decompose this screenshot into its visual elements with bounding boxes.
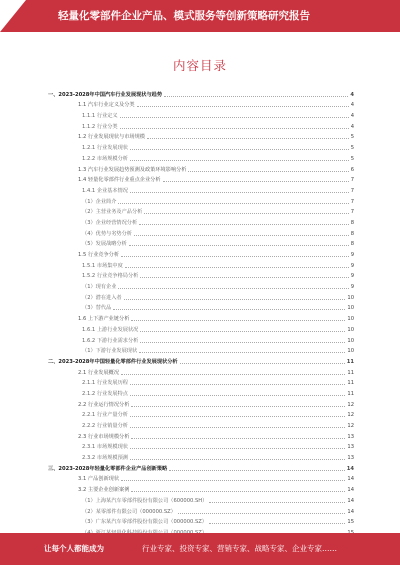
toc-entry-text: 一、2023-2028年中国汽车行业发展现状与趋势	[48, 91, 163, 98]
toc-leader-dots	[140, 331, 345, 332]
toc-leader-dots	[121, 256, 349, 257]
toc-entry-text: 2.1.1 行业发展历程	[82, 380, 128, 387]
toc-entry-text: 1.5.1 市场集中度	[82, 262, 123, 269]
toc-entry[interactable]	[48, 516, 354, 527]
toc-entry[interactable]	[48, 227, 354, 238]
toc-entry[interactable]	[48, 238, 354, 249]
toc-entry[interactable]	[48, 398, 354, 409]
toc-page-number: 14	[347, 487, 354, 494]
toc-page-number: 12	[347, 412, 354, 419]
toc-entry[interactable]	[48, 430, 354, 441]
toc-leader-dots	[130, 427, 345, 428]
toc-leader-dots	[131, 320, 345, 321]
toc-leader-dots	[120, 128, 349, 129]
page-header	[0, 0, 400, 32]
toc-entry-text: 2.2.1 行业产量分析	[82, 412, 128, 419]
toc-entry[interactable]	[48, 323, 354, 334]
toc-entry-text: 2.3.2 市场规模预测	[82, 455, 128, 462]
toc-entry-text: （1）下游行业发展现状	[82, 348, 138, 355]
toc-entry-text: 2.3.1 市场规模现状	[82, 444, 128, 451]
toc-leader-dots	[130, 448, 345, 449]
toc-entry[interactable]	[48, 334, 354, 345]
toc-page-number: 14	[347, 476, 354, 483]
toc-entry[interactable]	[48, 216, 354, 227]
toc-page-number: 5	[350, 155, 354, 162]
toc-leader-dots	[139, 224, 349, 225]
toc-leader-dots	[178, 513, 346, 514]
toc-leader-dots	[180, 363, 345, 364]
toc-entry[interactable]	[48, 259, 354, 270]
toc-entry-text: 二、2023-2028年中国轻量化零部件行业发展现状分析	[48, 358, 178, 365]
toc-page-number: 6	[350, 166, 354, 173]
toc-entry-text: （3）替代品	[82, 305, 112, 312]
toc-page-number: 8	[350, 241, 354, 248]
toc-entry[interactable]	[48, 377, 354, 388]
toc-page-number: 10	[347, 337, 354, 344]
toc-page-number: 5	[350, 134, 354, 141]
toc-page-number: 10	[347, 348, 354, 355]
toc-leader-dots	[118, 288, 348, 289]
toc-entry[interactable]	[48, 312, 354, 323]
toc-leader-dots	[209, 502, 345, 503]
toc-leader-dots	[140, 277, 348, 278]
toc-page-number: 5	[350, 145, 354, 152]
toc-leader-dots	[169, 470, 345, 471]
toc-entry-text: 1.5 行业竞争分析	[78, 252, 120, 258]
toc-leader-dots	[164, 96, 348, 97]
toc-leader-dots	[188, 171, 348, 172]
toc-leader-dots	[121, 374, 345, 375]
toc-leader-dots	[131, 491, 345, 492]
toc-entry[interactable]	[48, 291, 354, 302]
toc-page-number: 4	[350, 123, 354, 130]
toc-leader-dots	[124, 299, 346, 300]
toc-page-number: 13	[347, 433, 354, 440]
footer-roles: 行业专家、投资专家、营销专家、战略专家、企业专家……	[142, 544, 337, 553]
toc-entry[interactable]	[48, 505, 354, 516]
toc-leader-dots	[125, 267, 349, 268]
toc-entry-text: 1.6.2 下游行业需求分析	[82, 337, 139, 344]
toc-page-number: 4	[350, 113, 354, 120]
toc-entry-text: （1）现有企业	[82, 284, 117, 291]
toc-entry-text: （5）发展战略分析	[82, 241, 127, 248]
toc-page-number: 12	[347, 401, 354, 408]
toc-page-number: 10	[347, 316, 354, 323]
toc-page-number: 11	[347, 380, 354, 387]
toc-entry[interactable]	[48, 483, 354, 494]
toc-page-number: 9	[350, 262, 354, 269]
toc-page-number: 12	[347, 423, 354, 429]
toc-entry-text: 2.3 行业市场规模分析	[78, 433, 130, 440]
toc-leader-dots	[129, 245, 349, 246]
toc-entry-text: 1.3 汽车行业发展趋势预测及政策环境影响分析	[78, 166, 187, 173]
toc-leader-dots	[139, 352, 345, 353]
toc-entry[interactable]	[48, 248, 354, 259]
toc-entry[interactable]	[48, 473, 354, 484]
toc-leader-dots	[113, 309, 345, 310]
toc-entry-text: 1.5.2 行业竞争格局分析	[82, 273, 139, 280]
toc-page-number: 11	[347, 369, 354, 376]
toc-entry-text: 2.2.2 行业销量分析	[82, 423, 128, 429]
toc-entry-text: 1.1.2 行业分类	[82, 123, 118, 130]
toc-entry[interactable]	[48, 270, 354, 281]
toc-entry-text: 1.6 上下游产业链分析	[78, 316, 130, 323]
toc-page-number: 10	[347, 305, 354, 312]
toc-heading: 内容目录	[172, 58, 227, 73]
toc-entry-text: 3.2 主要企业创新案例	[78, 487, 130, 494]
toc-entry-text: 2.1.2 行业发展特点	[82, 390, 128, 397]
toc-entry[interactable]	[48, 387, 354, 398]
toc-page-number: 8	[350, 230, 354, 237]
toc-entry-text: （1）上海某汽车零部件股份有限公司（600000.SH）	[82, 497, 208, 504]
toc-leader-dots	[130, 416, 345, 417]
toc-entry[interactable]	[48, 355, 354, 366]
toc-entry[interactable]	[48, 152, 354, 163]
toc-leader-dots	[130, 160, 349, 161]
toc-page-number: 7	[350, 187, 354, 194]
toc-entry-text: （3）广东某汽车零部件股份有限公司（000000.SZ）	[82, 519, 207, 526]
toc-page-number: 15	[347, 519, 354, 526]
footer-slogan: 让每个人都能成为	[44, 544, 104, 553]
toc-page-number: 7	[350, 198, 354, 205]
toc-page-number: 14	[347, 508, 354, 515]
toc-leader-dots	[118, 203, 348, 204]
toc-entry[interactable]	[48, 174, 354, 185]
toc-entry-text: 1.1 汽车行业定义及分类	[78, 102, 135, 109]
toc-entry-text: 1.2.1 行业发展现状	[82, 145, 128, 152]
toc-entry[interactable]	[48, 88, 354, 99]
toc-entry[interactable]	[48, 419, 354, 430]
toc-entry-text: 2.1 行业发展概况	[78, 369, 120, 376]
toc-page-number: 4	[350, 102, 354, 109]
toc-entry-text: （4）优势与劣势分析	[82, 230, 132, 237]
toc-leader-dots	[134, 235, 349, 236]
report-title: 轻量化零部件企业产品、模式服务等创新策略研究报告	[58, 10, 310, 22]
toc-leader-dots	[209, 523, 345, 524]
toc-leader-dots	[120, 117, 349, 118]
toc-leader-dots	[144, 213, 348, 214]
toc-entry-text: （2）某零部件有限公司（000000.SZ）	[82, 508, 176, 515]
toc-entry-text: 1.1.1 行业定义	[82, 113, 118, 120]
toc-entry-text: （2）主营业务及产品分析	[82, 209, 143, 216]
toc-leader-dots	[147, 138, 349, 139]
toc-entry[interactable]	[48, 131, 354, 142]
toc-leader-dots	[130, 395, 345, 396]
toc-entry[interactable]	[48, 451, 354, 462]
toc-leader-dots	[130, 384, 345, 385]
toc-entry[interactable]	[48, 99, 354, 110]
toc-page-number: 14	[346, 465, 354, 472]
toc-page-number: 13	[347, 455, 354, 462]
toc-page-number: 13	[347, 444, 354, 451]
toc-entry-text: （2）潜在进入者	[82, 294, 122, 301]
table-of-contents	[48, 88, 354, 526]
toc-page-number: 7	[350, 209, 354, 216]
toc-entry-text: （1）企业简介	[82, 198, 117, 205]
toc-page-number: 10	[347, 326, 354, 333]
toc-page-number: 10	[347, 294, 354, 301]
toc-entry[interactable]	[48, 409, 354, 420]
toc-entry-text: 1.2 行业发展现状与市场规模	[78, 134, 145, 141]
toc-entry-text: 三、2023-2028年轻量化零部件企业产品创新策略	[48, 465, 168, 472]
toc-entry[interactable]	[48, 462, 354, 473]
toc-entry[interactable]	[48, 441, 354, 452]
toc-page-number: 11	[346, 358, 354, 365]
toc-entry[interactable]	[48, 366, 354, 377]
toc-page-number: 8	[350, 219, 354, 226]
toc-leader-dots	[163, 181, 349, 182]
toc-leader-dots	[130, 149, 349, 150]
toc-page-number: 9	[350, 273, 354, 280]
toc-entry-text: （3）企业经营情况分析	[82, 219, 138, 226]
toc-page-number: 7	[350, 177, 354, 184]
toc-leader-dots	[130, 459, 345, 460]
toc-entry[interactable]	[48, 345, 354, 356]
toc-leader-dots	[121, 480, 345, 481]
toc-leader-dots	[140, 342, 345, 343]
toc-page-number: 4	[350, 91, 354, 98]
toc-entry[interactable]	[48, 184, 354, 195]
toc-leader-dots	[131, 406, 345, 407]
toc-entry-text: 3.1 产品创新现状	[78, 476, 120, 483]
toc-entry-text: 1.6.1 上游行业发展状况	[82, 326, 139, 333]
page-footer	[0, 533, 400, 565]
header-corner-decoration	[0, 0, 26, 32]
toc-page-number: 11	[347, 390, 354, 397]
toc-entry[interactable]	[48, 302, 354, 313]
toc-leader-dots	[137, 106, 349, 107]
toc-entry[interactable]	[48, 494, 354, 505]
toc-leader-dots	[131, 438, 345, 439]
toc-entry[interactable]	[48, 195, 354, 206]
toc-entry-text: 1.2.2 市场规模分析	[82, 155, 128, 162]
toc-entry[interactable]	[48, 120, 354, 131]
toc-page-number: 14	[347, 497, 354, 504]
toc-entry-text: 1.4 轻量化零部件行业重点企业分析	[78, 177, 161, 184]
toc-entry-text: 1.4.1 企业基本情况	[82, 187, 128, 194]
toc-entry[interactable]	[48, 206, 354, 217]
toc-entry-text: 2.2 行业运行情况分析	[78, 401, 130, 408]
toc-page-number: 9	[350, 284, 354, 291]
toc-entry[interactable]	[48, 109, 354, 120]
toc-leader-dots	[130, 192, 349, 193]
toc-entry[interactable]	[48, 163, 354, 174]
toc-page-number: 9	[350, 252, 354, 258]
toc-entry[interactable]	[48, 280, 354, 291]
toc-entry[interactable]	[48, 141, 354, 152]
